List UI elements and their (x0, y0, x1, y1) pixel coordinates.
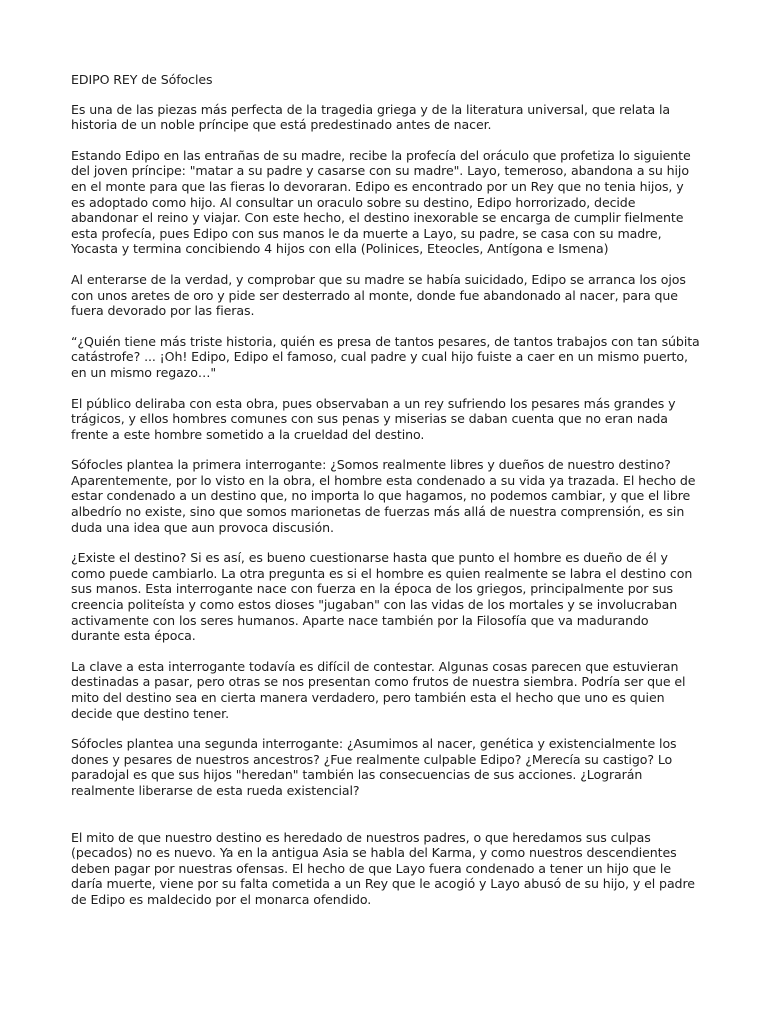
paragraph-prophecy: Estando Edipo en las entrañas de su madre, recibe la profecía del oráculo que profetiza lo siguiente del joven príncipe: "matar a su padre y casarse con su madre". Layo, temeroso, abandona a su hijo en el monte para que las fieras lo devoraran. Edipo es encontrado por un Rey que no tenia hijos, y es adoptado como hijo. Al consultar un oraculo sobre su destino, Edipo horrorizado, decide abandonar el reino y viajar. Con este hecho, el destino inexorable se encarga de cumplir fielmente esta profecía, pues Edipo con sus manos le da muerte a Layo, su padre, se casa con su madre, Yocasta y termina concibiendo 4 hijos con ella (Polinices, Eteocles, Antígona e Ismena) (71, 147, 691, 257)
paragraph-quote: “¿Quién tiene más triste historia, quién es presa de tantos pesares, de tantos trabajos con tan súbita catástrofe? ... ¡Oh! Edipo, Edipo el famoso, cual padre y cual hijo fuiste a caer en un mismo puerto, en un mismo regazo…" (71, 333, 700, 380)
paragraph-first-question: Sófocles plantea la primera interrogante: ¿Somos realmente libres y dueños de nuestro destino? Aparentemente, por lo visto en la obra, el hombre esta condenado a su vida ya trazada. El hecho de estar condenado a un destino que, no importa lo que hagamos, no podemos cambiar, y que el libre albedrío no existe, sino que somos marionetas de fuerzas más allá de nuestra comprensión, es sin duda una idea que aun provoca discusión. (71, 457, 696, 535)
paragraph-karma: El mito de que nuestro destino es heredado de nuestros padres, o que heredamos sus culpas (pecados) no es nuevo. Ya en la antigua Asia se habla del Karma, y como nuestros descendientes deben pagar por nuestras ofensas. El hecho de que Layo fuera condenado a tener un hijo que le daría muerte, viene por su falta cometida a un Rey que le acogió y Layo abusó de su hijo, y el padre de Edipo es maldecido por el monarca ofendido. (71, 829, 695, 907)
paragraph-truth: Al enterarse de la verdad, y comprobar que su madre se había suicidado, Edipo se arranca los ojos con unos aretes de oro y pide ser desterrado al monte, donde fue abandonado al nacer, para que fuera devorado por las fieras. (71, 271, 686, 319)
paragraph-key: La clave a esta interrogante todavía es difícil de contestar. Algunas cosas parecen que estuvieran destinadas a pasar, pero otras se nos presentan como frutos de nuestra siembra. Podría ser que el mito del destino sea en cierta manera verdadero, pero también esta el hecho que uno es quien decide que destino tener. (71, 658, 686, 721)
paragraph-destiny: ¿Existe el destino? Si es así, es bueno cuestionarse hasta que punto el hombre es dueño de él y como puede cambiarlo. La otra pregunta es si el hombre es quien realmente se labra el destino con sus manos. Esta interrogante nace con fuerza en la época de los griegos, principalmente por sus creencia politeísta y como estos dioses "jugaban" con las vidas de los mortales y se involucraban activamente con los seres humanos. Aparte nace también por la Filosofía que va madurando durante esta época. (71, 550, 693, 644)
paragraph-intro: Es una de las piezas más perfecta de la tragedia griega y de la literatura universal, que relata la historia de un noble príncipe que está predestinado antes de nacer. (71, 101, 670, 133)
paragraph-audience: El público deliraba con esta obra, pues observaban a un rey sufriendo los pesares más grandes y trágicos, y ellos hombres comunes con sus penas y miserias se daban cuenta que no eran nada frente a este hombre sometido a la crueldad del destino. (71, 395, 676, 442)
paragraph-second-question: Sófocles plantea una segunda interrogante: ¿Asumimos al nacer, genética y existencialmente los dones y pesares de nuestros ancestros? ¿Fue realmente culpable Edipo? ¿Merecía su castigo? Lo paradojal es que sus hijos "heredan" también las consecuencias de sus acciones. ¿Lograrán realmente liberarse de esta rueda existencial? (71, 736, 677, 798)
document-title: EDIPO REY de Sófocles (71, 72, 213, 87)
document-body (71, 72, 701, 923)
